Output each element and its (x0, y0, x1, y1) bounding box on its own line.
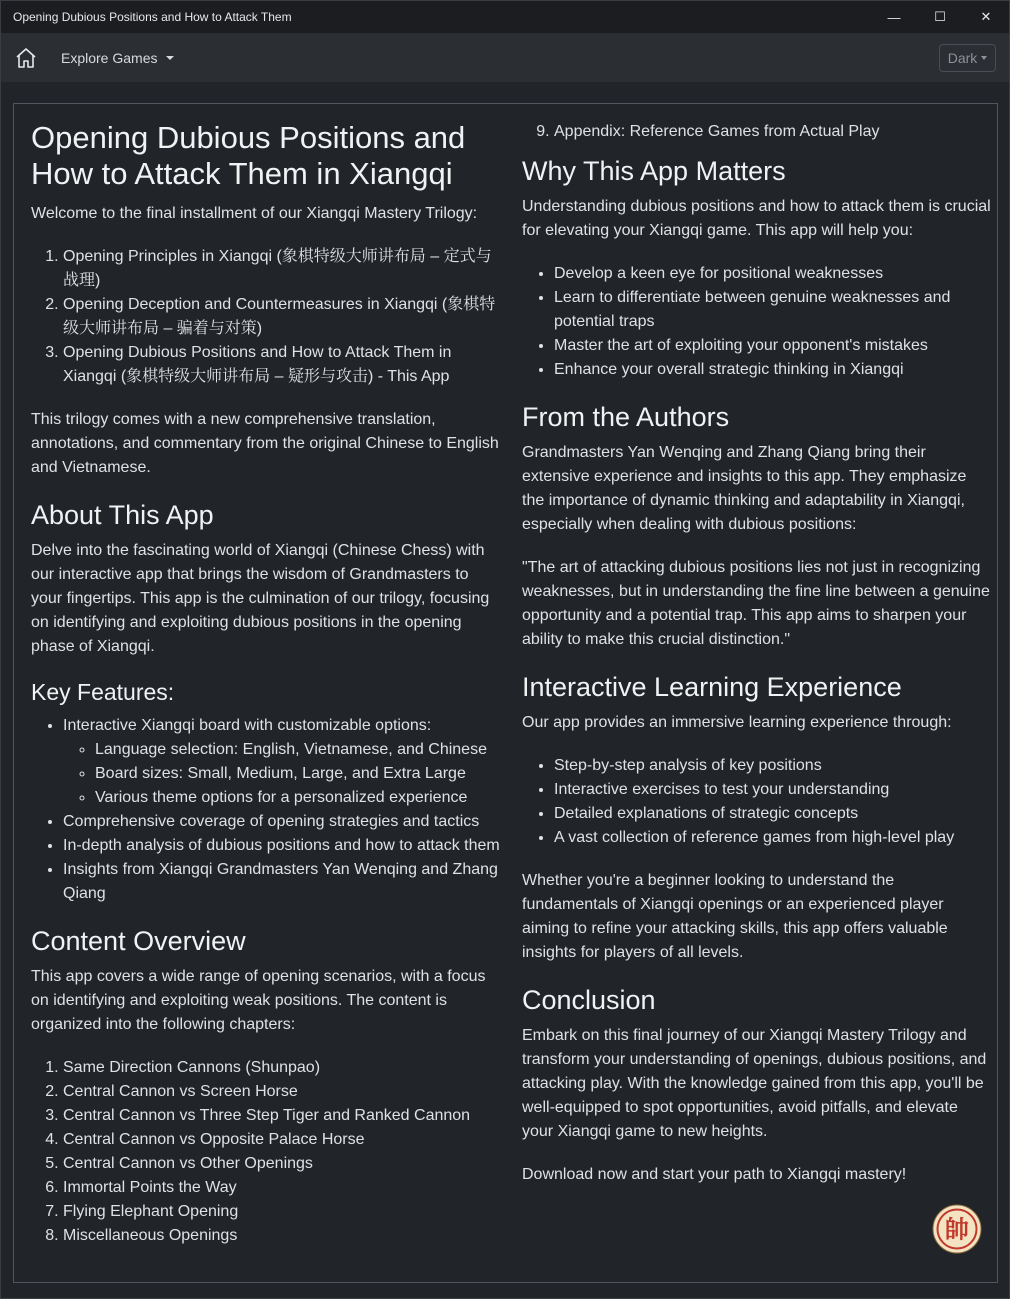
list-item: 9. Appendix: Reference Games from Actual Play (554, 120, 992, 144)
list-item: • Detailed explanations of strategic concepts (554, 802, 992, 826)
list-item: • Learn to differentiate between genuine weaknesses and potential traps (554, 286, 992, 334)
list-item: • Develop a keen eye for positional weaknesses (554, 262, 992, 286)
list-item: ◦ Language selection: English, Vietnamese, and Chinese (95, 738, 501, 762)
learning-list (522, 754, 992, 850)
maximize-button[interactable]: ☐ (934, 9, 946, 24)
feature-board: Interactive Xiangqi board with customizable options: (63, 717, 432, 734)
list-item: ◦ Board sizes: Small, Medium, Large, and Extra Large (95, 762, 501, 786)
list-item: 2. Opening Deception and Countermeasures in Xiangqi (象棋特级大师讲布局 – 骗着与对策) (63, 293, 501, 341)
list-item: 8. Miscellaneous Openings (63, 1224, 501, 1248)
nav-bar (1, 34, 1009, 82)
why-list (522, 262, 992, 382)
close-button[interactable]: ✕ (980, 9, 992, 24)
list-item: 2. Central Cannon vs Screen Horse (63, 1080, 501, 1104)
list-item: 3. Central Cannon vs Three Step Tiger and Ranked Cannon (63, 1104, 501, 1128)
trilogy-note: This trilogy comes with a new comprehensive translation, annotations, and commentary from the original Chinese to English and Vietnamese. (31, 411, 499, 476)
list-item: • Interactive exercises to test your understanding (554, 778, 992, 802)
home-icon[interactable] (13, 45, 39, 71)
explore-games-dropdown[interactable] (61, 50, 174, 66)
authors-text: Grandmasters Yan Wenqing and Zhang Qiang bring their extensive experience and insights to this app. They emphasize the importance of dynamic thinking and adaptability in Xiangqi, especially when dealing with dubious positions: (522, 444, 967, 533)
window-title: Opening Dubious Positions and How to Attack Them (13, 10, 292, 24)
conclusion-heading: Conclusion (522, 985, 656, 1015)
conclusion-text: Embark on this final journey of our Xiangqi Mastery Trilogy and transform your understanding of openings, dubious positions, and attacking play. With the knowledge gained from this app, you'll be well-equipped to spot opportunities, avoid pitfalls, and elevate your Xiangqi game to new heights. (522, 1027, 987, 1140)
list-item: 3. Opening Dubious Positions and How to Attack Them in Xiangqi (象棋特级大师讲布局 – 疑形与攻击) - This App (63, 341, 501, 389)
list-item: 4. Central Cannon vs Opposite Palace Horse (63, 1128, 501, 1152)
trilogy-list (31, 245, 501, 389)
list-item: 1. Same Direction Cannons (Shunpao) (63, 1056, 501, 1080)
list-item: • Master the art of exploiting your opponent's mistakes (554, 334, 992, 358)
chevron-down-icon (166, 56, 174, 60)
list-item (63, 714, 501, 810)
list-item: • Insights from Xiangqi Grandmasters Yan Wenqing and Zhang Qiang (63, 858, 501, 906)
theme-dropdown-button[interactable] (939, 44, 996, 72)
list-item: 6. Immortal Points the Way (63, 1176, 501, 1200)
features-list (31, 714, 501, 906)
theme-label: Dark (947, 50, 978, 66)
list-item: ◦ Various theme options for a personalized experience (95, 786, 501, 810)
title-bar (1, 1, 1009, 34)
list-item: • Step-by-step analysis of key positions (554, 754, 992, 778)
left-column (31, 104, 501, 1267)
authors-quote: "The art of attacking dubious positions lies not just in recognizing weaknesses, but in understanding the fine line between a genuine opportunity and a potential trap. This app aims to sharpen your ability to make this crucial distinction." (522, 559, 990, 648)
minimize-button[interactable]: — (887, 9, 901, 25)
authors-heading: From the Authors (522, 402, 730, 432)
list-item: • In-depth analysis of dubious positions and how to attack them (63, 834, 501, 858)
page-title: Opening Dubious Positions and How to Attack Them in Xiangqi (31, 120, 466, 191)
welcome-text: Welcome to the final installment of our Xiangqi Mastery Trilogy: (31, 205, 478, 222)
window-controls (871, 1, 1009, 33)
list-item: • Comprehensive coverage of opening strategies and tactics (63, 810, 501, 834)
why-text: Understanding dubious positions and how to attack them is crucial for elevating your Xiangqi game. This app will help you: (522, 198, 991, 239)
chapter-list (31, 1056, 501, 1248)
content-panel (13, 103, 998, 1283)
content-overview-heading: Content Overview (31, 926, 246, 956)
learning-note: Whether you're a beginner looking to understand the fundamentals of Xiangqi openings or an experienced player aiming to refine your attacking skills, this app offers valuable insights for players of all levels. (522, 872, 948, 961)
why-heading: Why This App Matters (522, 156, 786, 186)
list-item: 7. Flying Elephant Opening (63, 1200, 501, 1224)
list-item: 5. Central Cannon vs Other Openings (63, 1152, 501, 1176)
download-text: Download now and start your path to Xiangqi mastery! (522, 1166, 907, 1183)
list-item: 1. Opening Principles in Xiangqi (象棋特级大师讲布局 – 定式与战理) (63, 245, 501, 293)
learning-text: Our app provides an immersive learning experience through: (522, 714, 952, 731)
list-item: • A vast collection of reference games from high-level play (554, 826, 992, 850)
xiangqi-piece-icon[interactable] (932, 1204, 982, 1254)
about-text: Delve into the fascinating world of Xiangqi (Chinese Chess) with our interactive app that brings the wisdom of Grandmasters to your fingertips. This app is the culmination of our trilogy, focusing on identifying and exploiting dubious positions in the opening phase of Xiangqi. (31, 542, 490, 655)
list-item: • Enhance your overall strategic thinking in Xiangqi (554, 358, 992, 382)
right-column (522, 104, 992, 1206)
content-overview-text: This app covers a wide range of opening scenarios, with a focus on identifying and exploiting weak positions. The content is organized into the following chapters: (31, 968, 486, 1033)
chapter-list-continued (522, 120, 992, 144)
features-heading: Key Features: (31, 679, 175, 705)
board-options-list (63, 738, 501, 810)
badge-char: 帥 (945, 1215, 969, 1244)
about-heading: About This App (31, 500, 214, 530)
chevron-down-icon (981, 56, 987, 60)
explore-games-label: Explore Games (61, 50, 158, 66)
learning-heading: Interactive Learning Experience (522, 672, 902, 702)
